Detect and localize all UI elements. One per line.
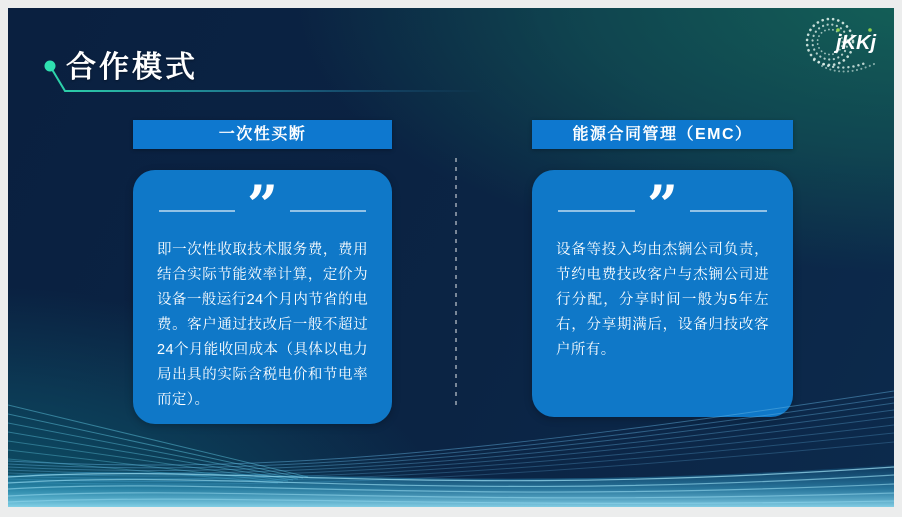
wave-decoration xyxy=(8,357,894,507)
quote-line-left xyxy=(558,210,635,212)
page-title: 合作模式 xyxy=(66,51,198,84)
left-card-text: 即一次性收取技术服务费，费用结合实际节能效率计算，定价为设备一般运行24个月内节省的电费。客户通过技改后一般不超过24个月能收回成本（具体以电力局出具的实际含税电价和节电率而定）。 xyxy=(157,242,368,408)
quote-icon: ” xyxy=(246,173,279,237)
left-quote-decoration xyxy=(159,173,366,237)
quote-icon: ” xyxy=(646,173,679,237)
company-logo xyxy=(794,12,886,76)
slide-canvas xyxy=(8,8,894,507)
quote-line-right xyxy=(690,210,767,212)
quote-line-right xyxy=(290,210,366,212)
quote-line-left xyxy=(159,210,235,212)
right-card-text: 设备等投入均由杰锎公司负责，节约电费技改客户与杰锎公司进行分配，分享时间一般为5年左右，分享期满后，设备归技改客户所有。 xyxy=(556,242,769,358)
logo-text: jKKj xyxy=(836,32,876,54)
right-column-header: 能源合同管理（EMC） xyxy=(532,120,793,149)
title-dot-icon xyxy=(45,61,56,72)
title-block xyxy=(44,42,524,102)
right-quote-decoration xyxy=(558,173,767,237)
left-column-header: 一次性买断 xyxy=(133,120,392,149)
